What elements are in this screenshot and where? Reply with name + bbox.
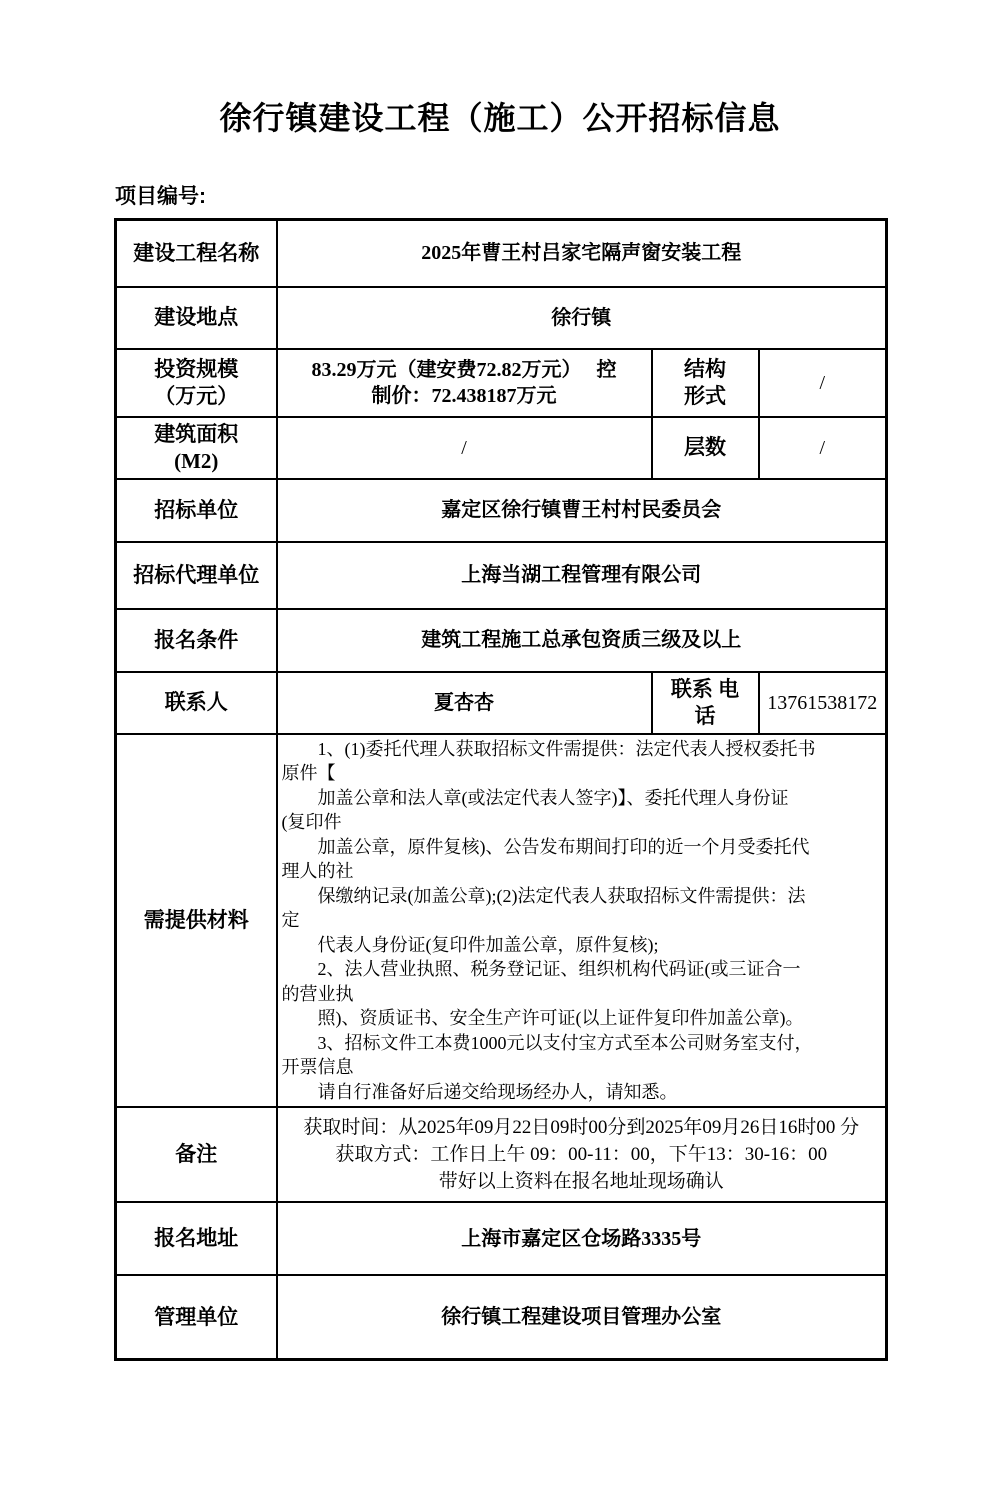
structure-type-value: /	[759, 349, 887, 417]
structure-type-label: 结构 形式	[652, 349, 759, 417]
floors-value: /	[759, 417, 887, 479]
location-label: 建设地点	[116, 287, 277, 349]
page-title: 徐行镇建设工程（施工）公开招标信息	[219, 100, 781, 136]
project-name-value: 2025年曹王村吕家宅隔声窗安装工程	[277, 220, 887, 287]
materials-label: 需提供材料	[116, 734, 277, 1108]
row-tender-unit	[116, 479, 887, 542]
address-value: 上海市嘉定区仓场路3335号	[277, 1202, 887, 1275]
remarks-label: 备注	[116, 1107, 277, 1202]
row-address	[116, 1202, 887, 1275]
row-agency	[116, 542, 887, 609]
row-area	[116, 417, 887, 479]
management-value: 徐行镇工程建设项目管理办公室	[277, 1275, 887, 1359]
contact-person-label: 联系人	[116, 672, 277, 734]
row-remarks	[116, 1107, 887, 1202]
conditions-value: 建筑工程施工总承包资质三级及以上	[277, 609, 887, 672]
row-conditions	[116, 609, 887, 672]
row-management	[116, 1275, 887, 1359]
tender-unit-label: 招标单位	[116, 479, 277, 542]
row-investment	[116, 349, 887, 417]
investment-label: 投资规模 （万元）	[116, 349, 277, 417]
area-value: /	[277, 417, 652, 479]
agency-value: 上海当湖工程管理有限公司	[277, 542, 887, 609]
tender-unit-value: 嘉定区徐行镇曹王村村民委员会	[277, 479, 887, 542]
contact-person-value: 夏杏杏	[277, 672, 652, 734]
conditions-label: 报名条件	[116, 609, 277, 672]
row-project-name	[116, 220, 887, 287]
agency-label: 招标代理单位	[116, 542, 277, 609]
project-number-label: 项目编号:	[115, 185, 206, 208]
row-materials	[116, 734, 887, 1108]
contact-phone-label: 联系 电 话	[652, 672, 759, 734]
materials-value: 1、(1)委托代理人获取招标文件需提供：法定代表人授权委托书 原件【 加盖公章和法人章(或法定代表人签字)】、委托代理人身份证 (复印件 加盖公章，原件复核)、公告发布期间打印的近一个月受委托代 理人的社 保缴纳记录(加盖公章);(2)法定代表人获取招标文件需提供：法 定 代表人身份证(复印件加盖公章，原件复核); 2、法人营业执照、税务登记证、组织机构代码证(或三证合一 的营业执 照)、资质证书、安全生产许可证(以上证件复印件加盖公章)。 3、招标文件工本费1000元以支付宝方式至本公司财务室支付， 开票信息 请自行准备好后递交给现场经办人，请知悉。	[277, 734, 887, 1108]
investment-value: 83.29万元（建安费72.82万元） 控 制价：72.438187万元	[277, 349, 652, 417]
contact-phone-value: 13761538172	[759, 672, 887, 734]
row-location	[116, 287, 887, 349]
row-contact	[116, 672, 887, 734]
management-label: 管理单位	[116, 1275, 277, 1359]
floors-label: 层数	[652, 417, 759, 479]
bid-info-table	[114, 218, 888, 1361]
address-label: 报名地址	[116, 1202, 277, 1275]
remarks-value: 获取时间：从2025年09月22日09时00分到2025年09月26日16时00 分 获取方式：工作日上午 09：00-11：00，下午13：30-16：00 带好以上资料在报名地址现场确认	[277, 1107, 887, 1202]
area-label: 建筑面积 (M2)	[116, 417, 277, 479]
location-value: 徐行镇	[277, 287, 887, 349]
project-name-label: 建设工程名称	[116, 220, 277, 287]
